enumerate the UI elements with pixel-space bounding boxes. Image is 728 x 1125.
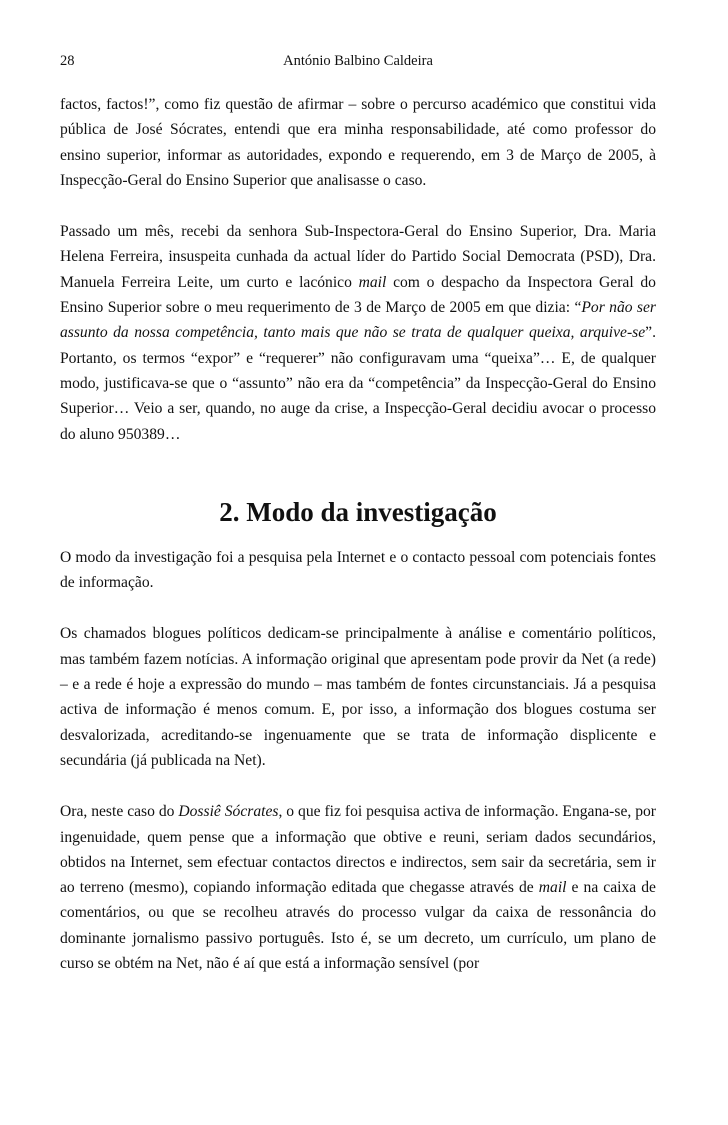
paragraph-5-text-1: Ora, neste caso do — [60, 803, 179, 821]
paragraph-2-text-3: ”. Portanto, os termos “expor” e “requerer” não configuravam uma “queixa”… E, de qualquer modo, justificava-se que o “assunto” não era da “competência” da Inspecção-Geral do Ensino Superior… Veio a ser, quando, no auge da crise, a Inspecção-Geral decidiu avocar o processo do aluno 950389… — [60, 324, 656, 443]
paragraph-2 — [60, 219, 656, 447]
page-number: 28 — [60, 53, 75, 69]
running-header — [60, 50, 656, 72]
paragraph-5-italic-dossie: Dossiê Sócrates — [178, 803, 279, 821]
paragraph-2-italic-mail: mail — [358, 273, 387, 291]
paragraph-2-italic-quote: Por não ser assunto da nossa competência, tanto mais que não se trata de qualquer queixa, arquive-se — [60, 299, 656, 342]
running-title-author: António Balbino Caldeira — [283, 53, 433, 69]
paragraph-5-text-3: e na caixa de comentários, ou que se recolheu através do processo vulgar da caixa de ressonância do dominante jornalismo passivo português. Isto é, se um decreto, um currículo, um plano de curso se obtém na Net, não é aí que está a informação sensível (por — [60, 879, 656, 973]
paragraph-5 — [60, 799, 656, 976]
paragraph-1: factos, factos!”, como fiz questão de afirmar – sobre o percurso académico que constitui vida pública de José Sócrates, entendi que era minha responsabilidade, até como professor do ensino superior, informar as autoridades, expondo e requerendo, em 3 de Março de 2005, à Inspecção-Geral do Ensino Superior que analisasse o caso. — [60, 96, 656, 189]
paragraph-5-text-2: , o que fiz foi pesquisa activa de informação. Engana-se, por ingenuidade, quem pense que a informação que obtive e reuni, seriam dados secundários, obtidos na Internet, sem efectuar contactos directos e indirectos, sem sair da secretária, sem ir ao terreno (mesmo), copiando informação editada que chegasse através de — [60, 803, 656, 897]
document-page — [60, 50, 656, 976]
paragraph-2-text-1: Passado um mês, recebi da senhora Sub-Inspectora-Geral do Ensino Superior, Dra. Maria Helena Ferreira, insuspeita cunhada da actual líder do Partido Social Democrata (PSD), Dra. Manuela Ferreira Leite, um curto e lacónico — [60, 223, 656, 291]
paragraph-3: O modo da investigação foi a pesquisa pela Internet e o contacto pessoal com potenciais fontes de informação. — [60, 548, 656, 592]
paragraph-2-text-2: com o despacho da Inspectora Geral do Ensino Superior sobre o meu requerimento de 3 de Março de 2005 em que dizia: “ — [60, 273, 656, 317]
section-heading: 2. Modo da investigação — [219, 496, 497, 527]
paragraph-4: Os chamados blogues políticos dedicam-se principalmente à análise e comentário políticos, mas também fazem notícias. A informação original que apresentam pode provir da Net (a rede) – e a rede é hoje a expressão do mundo – mas também de fontes circunstanciais. Já a pesquisa activa de informação é menos comum. E, por isso, a informação dos blogues costuma ser desvalorizada, acreditando-se ingenuamente que se trata de informação displicente e secundária (já publicada na Net). — [60, 625, 656, 769]
paragraph-5-italic-mail: mail — [538, 879, 567, 897]
